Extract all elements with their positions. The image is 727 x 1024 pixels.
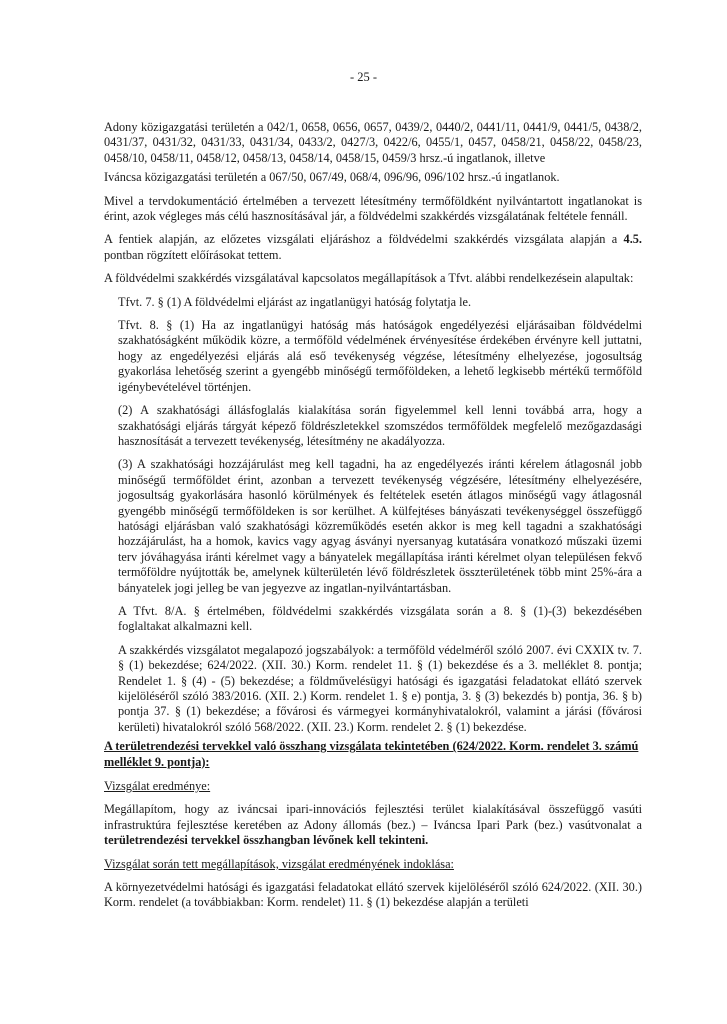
paragraph-adony-parcels: Adony közigazgatási területén a 042/1, 0658, 0656, 0657, 0439/2, 0440/2, 0441/11, 0441/9, 0441/5, 0438/2, 0431/37, 0431/32, 0431/33, 0431/34, 0433/2, 0427/3, 0422/6, 0455/1, 0457, 0458/21, 0458/22, 0458/23, 0458/10, 0458/11, 0458/12, 0458/13, 0458/14, 0458/15, 0459/3 hrsz.-ú ingatlanok, illetve xyxy=(104,120,642,165)
conclusion-bold: területrendezési tervekkel összhangban lévőnek kell tekinteni. xyxy=(104,833,429,848)
paragraph-tfvt-7: Tfvt. 7. § (1) A földvédelmi eljárást az ingatlanügyi hatóság folytatja le. xyxy=(118,294,472,309)
paragraph-ivancsa-parcels: Iváncsa közigazgatási területén a 067/50, 067/49, 068/4, 096/96, 096/102 hrsz.-ú ingatlanok. xyxy=(104,170,560,185)
document-body xyxy=(104,120,642,919)
section-heading: A területrendezési tervekkel való összhang vizsgálata tekintetében (624/2022. Korm. rendelet 3. számú melléklet 9. pontja): xyxy=(104,739,639,769)
paragraph-findings-basis: A földvédelmi szakkérdés vizsgálatával kapcsolatos megállapítások a Tfvt. alábbi rendelkezésein alapultak: xyxy=(104,271,634,286)
paragraph-condition: Mivel a tervdokumentáció értelmében a tervezett létesítmény termőföldként nyilvántartott ingatlanokat is érint, azok végleges más célú hasznosításával jár, a földvédelmi szakkérdés vizsgálatának feltétele fennáll. xyxy=(104,193,642,224)
section-reference: 4.5. xyxy=(623,232,642,247)
paragraph-tfvt-8-1: Tfvt. 8. § (1) Ha az ingatlanügyi hatóság más hatóságok engedélyezési eljárásaiban földvédelmi szakhatóságként működik közre, a termőföld védelmének érvényesítése érdekében érvényre kell juttatni, hogy az engedélyezési eljárás alá eső tevékenység végzése, létesítmény elhelyezése, jogosultság gyakorlása lehetőség szerint a gyengébb minőségű termőföldeken, a lehető legkisebb mértékű termőföld igénybevételével történjen. xyxy=(118,318,642,394)
text-segment: A fentiek alapján, az előzetes vizsgálati eljáráshoz a földvédelmi szakkérdés vizsgálata alapján a xyxy=(104,232,624,247)
subheading-reasoning: Vizsgálat során tett megállapítások, vizsgálat eredményének indoklása: xyxy=(104,856,454,871)
paragraph-legal-basis: A szakkérdés vizsgálatot megalapozó jogszabályok: a termőföld védelméről szóló 2007. évi CXXIX tv. 7. § (1) bekezdése; 624/2022. (XII. 30.) Korm. rendelet 11. § (1) bekezdése és a 3. melléklet 8. pontja; Rendelet 1. § (4) - (5) bekezdése; a földművelésügyi hatósági és igazgatási feladatokat ellátó szervek kijelöléséről szóló 383/2016. (XII. 2.) Korm. rendelet 1. § e) pontja, 3. § (3) bekezdés b) pontja, 36. § b) pontja 37. § (1) bekezdése; a fővárosi és vármegyei kormányhivatalokról, valamint a járási (fővárosi kerületi) hivatalokról szóló 568/2022. (XII. 23.) Korm. rendelet 2. § (1) bekezdése. xyxy=(118,642,642,734)
text-segment: pontban rögzített előírásokat tettem. xyxy=(104,247,282,262)
page-number: - 25 - xyxy=(349,70,378,84)
paragraph-requirements xyxy=(104,232,642,263)
paragraph-tfvt-8-2: (2) A szakhatósági állásfoglalás kialakítása során figyelemmel kell lenni továbbá arra, hogy a szakhatósági eljárás tárgyát képező földrészletekkel szomszédos termőföldek megfelelő mezőgazdasági hasznosítását a tervezett tevékenység, létesítmény ne akadályozza. xyxy=(118,403,642,448)
paragraph-conclusion xyxy=(104,802,642,848)
subheading-result: Vizsgálat eredménye: xyxy=(104,779,211,794)
paragraph-environmental: A környezetvédelmi hatósági és igazgatási feladatokat ellátó szervek kijelöléséről szóló 624/2022. (XII. 30.) Korm. rendelet (a továbbiakban: Korm. rendelet) 11. § (1) bekezdése alapján a területi xyxy=(104,880,642,910)
text-segment: Megállapítom, hogy az iváncsai ipari-innovációs fejlesztési terület kialakításával összefüggő vasúti infrastruktúra fejlesztése keretében az Adony állomás (bez.) – Iváncsa Ipari Park (bez.) vasútvonalat a xyxy=(104,802,642,832)
paragraph-tfvt-8a: A Tfvt. 8/A. § értelmében, földvédelmi szakkérdés vizsgálata során a 8. § (1)-(3) bekezdésében foglaltakat alkalmazni kell. xyxy=(118,603,642,634)
paragraph-tfvt-8-3: (3) A szakhatósági hozzájárulást meg kell tagadni, ha az engedélyezés iránti kérelem átlagosnál jobb minőségű termőföldet érint, azonban a tervezett tevékenység végzésére, létesítmény elhelyezésére, jogosultság gyakorlására hasonló körülmények és feltételek esetén átlagos minőségű vagy átlagosnál gyengébb minőségű termőföldeken is sor kerülhet. A külfejtéses bányászati tevékenységgel összefüggő hatósági eljárásban való szakhatósági közreműködés esetén akkor is meg kell tagadni a szakhatósági hozzájárulást, ha a homok, kavics vagy agyag ásványi nyersanyag kutatására vonatkozó műszaki üzemi terv jóváhagyása iránti kérelmet vagy a bányatelek megállapítása iránti kérelmet olyan településen fekvő termőföldre nyújtották be, amelynek külterületén lévő földrészletek összterületének több mint 25%-ára a bányatelek jogi jelleg be van jegyezve az ingatlan-nyilvántartásban. xyxy=(118,457,642,595)
